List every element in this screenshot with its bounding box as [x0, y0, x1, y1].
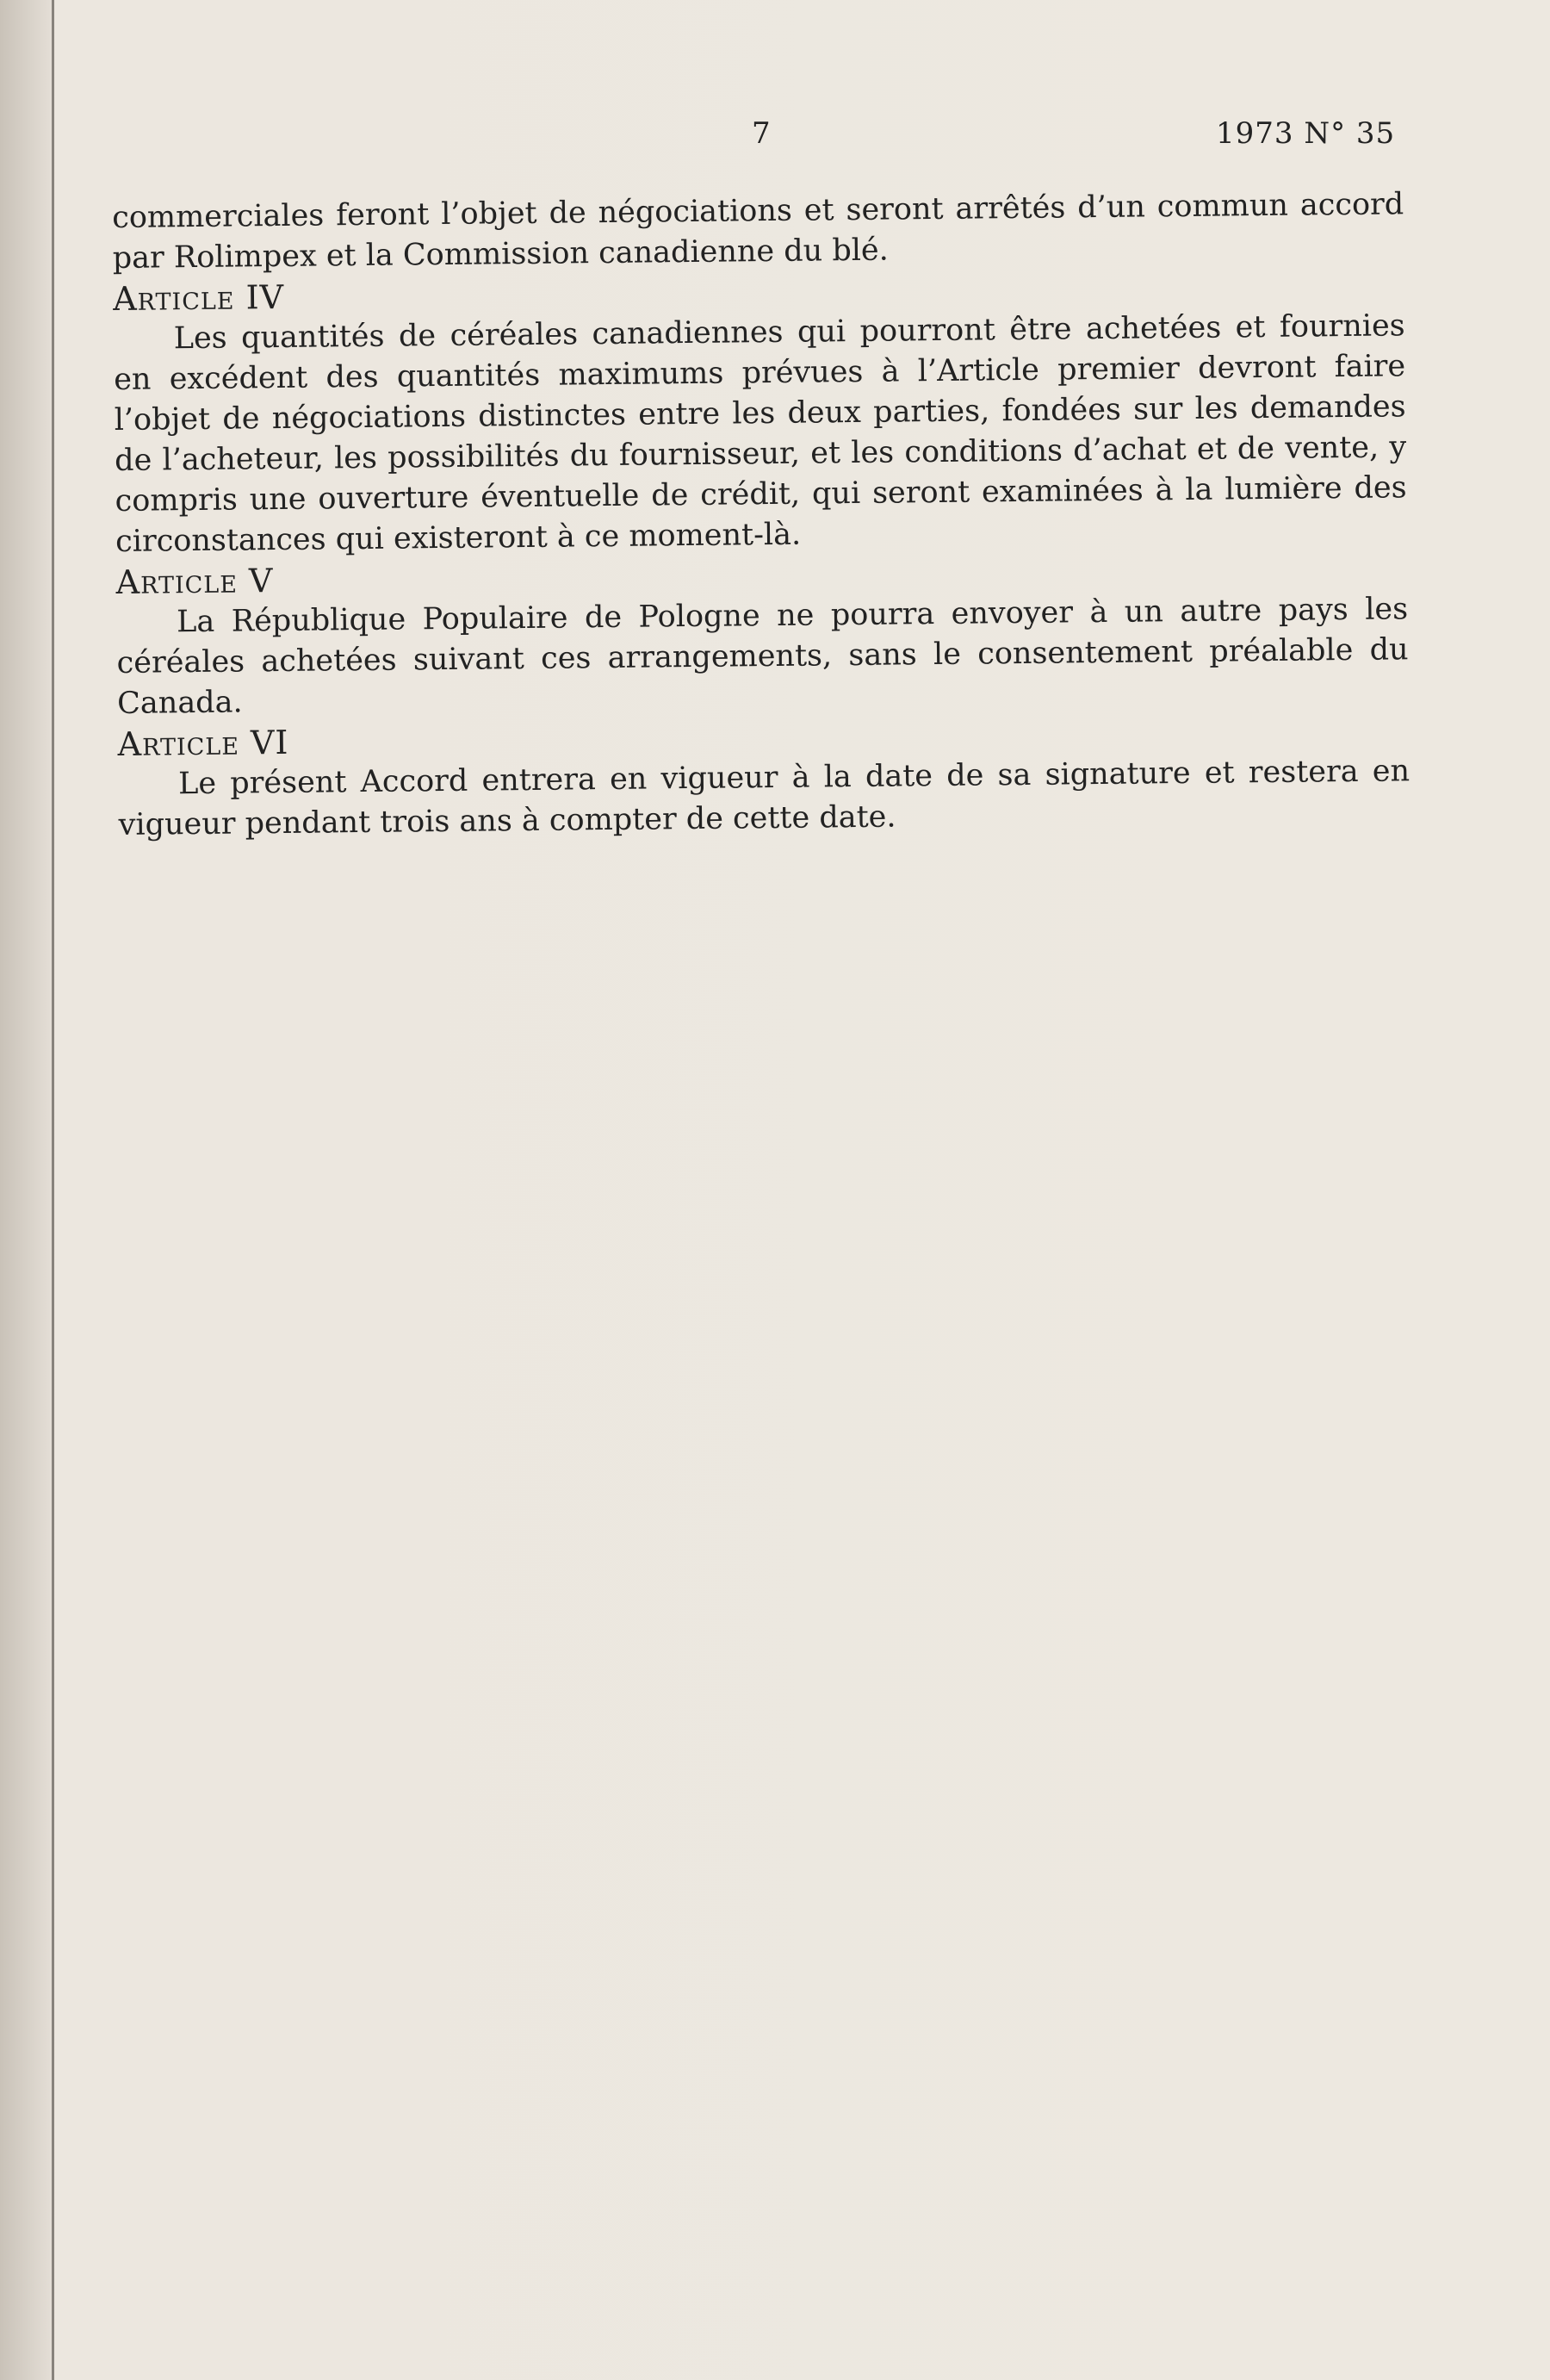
article-vi-title: Article VI: [117, 723, 289, 763]
document-body: [112, 184, 1410, 846]
article-iv-text: Les quantités de céréales canadiennes qui pourront être achetées et fournies en excédent des quantités maximums prévues à l’Article premier devront faire l’objet de négociations distinctes entre les deux parties, fondées sur les demandes de l’acheteur, les possibilités du fournisseur, et les conditions d’achat et de vente, y compris une ouverture éventuelle de crédit, qui seront examinées à la lumière des circonstances qui existeront à ce moment-là.: [114, 308, 1407, 559]
article-v-text: La République Populaire de Pologne ne pourra envoyer à un autre pays les céréales achetées suivant ces arrangements, sans le consentement préalable du Canada.: [116, 592, 1409, 721]
article-iv-title: Article IV: [112, 277, 285, 318]
document-year-number: 1973 N° 35: [1216, 116, 1396, 151]
article-v-title: Article V: [115, 562, 274, 601]
article-vi-text: Le présent Accord entrera en vigueur à la date de sa signature et restera en vigueur pendant trois ans à compter de cette date.: [118, 754, 1410, 842]
binding-edge: [52, 0, 54, 2380]
binding-shadow: [0, 0, 52, 2380]
page-header: [0, 116, 1550, 159]
intro-paragraph: commerciales feront l’objet de négociations et seront arrêtés d’un commun accord par Rolimpex et la Commission canadienne du blé.: [112, 187, 1404, 276]
page-number: 7: [752, 116, 771, 151]
